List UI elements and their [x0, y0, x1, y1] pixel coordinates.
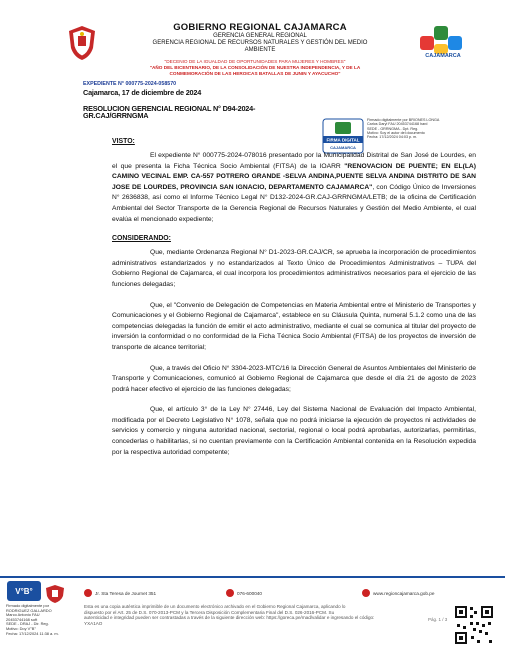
- decade-banner: [95, 59, 415, 76]
- header-sub3: AMBIENTE: [244, 47, 276, 53]
- visto-text: El expediente N° 000775-2024-078016 presentado por la Municipalidad Distrital de San José de Lourdes, en el que presenta la Ficha Técnica Socio Ambiental (FITSA) de la IOARR: [112, 152, 476, 170]
- resolution-line1: RESOLUCION GERENCIAL REGIONAL N° D94-2024-: [83, 104, 256, 113]
- considerando-text-3: Que, a través del Oficio N° 3304-2023-MTC/16 la Dirección General de Asuntos Ambientales del Ministerio de Transporte y Comunicaciones, comunicó al Gobierno Regional de Cajamarca que desde el día 21 de agosto de 2023 podrá hacer efectivo el ejercicio de las funciones delegadas;: [112, 364, 476, 393]
- left-sig-line1: Firmado digitalmente por: [6, 603, 50, 608]
- location-icon: [84, 589, 92, 597]
- brand-label: CAJAMARCA: [425, 53, 461, 59]
- left-sig-line7: Fecha: 17/12/2024 11:38 a. m.: [6, 630, 59, 636]
- left-sig-line3: Marco Antonio FAU: [6, 612, 40, 618]
- page-number: Pág. 1 / 3: [428, 617, 448, 622]
- cajamarca-brand-icon: [416, 24, 466, 66]
- left-sig-line4: 20453744168 soft: [6, 616, 38, 622]
- note-line3: autenticidad e integridad pueden ser contrastadas a través de la siguiente dirección web: https://goreca.pe/mad/validar e ingresando el código:: [84, 615, 375, 621]
- stamp-label: FIRMA DIGITAL: [326, 137, 360, 143]
- vb-stamp-icon: [6, 580, 42, 602]
- left-signature-details: [6, 604, 68, 636]
- authenticity-note: [84, 604, 424, 626]
- footer-divider: [0, 576, 505, 578]
- sig-line1: Firmado digitalmente por BRIONES LONGA: [367, 118, 440, 122]
- regional-shield-small-icon: [44, 584, 66, 604]
- header-text: [110, 22, 410, 54]
- sig-line2: Carlos Daryl FAU 20453744168 hard: [367, 122, 428, 127]
- considerando-paragraph-3: [112, 364, 476, 396]
- document-body: [112, 138, 476, 468]
- svg-text:V°B°: V°B°: [15, 587, 33, 596]
- footer-phone-text: 076-600040: [237, 590, 263, 596]
- footer-web[interactable]: [362, 589, 435, 597]
- considerando-text-1: Que, mediante Ordenanza Regional N° D1-2023-GR.CAJ/CR, se aprueba la incorporación de procedimientos administrativos estandarizados y no estandarizados al Texto Único de Procedimientos Administrativos – TUPA del Gobierno Regional de Cajamarca, el cual incorpora los procedimientos administrativos necesarios para el ejercicio de las funciones delegadas;: [112, 249, 476, 288]
- sig-line5: Fecha: 17/12/2024 04:03 p. m.: [367, 135, 418, 140]
- qr-code-icon: [445, 602, 497, 648]
- expediente-number: EXPEDIENTE N° 000775-2024-058570: [83, 81, 177, 87]
- phone-icon: [226, 589, 234, 597]
- footer-address-text: Jr. Sta Teresa de Journet 351: [95, 590, 157, 596]
- sig-line4: Motivo: Soy el autor del documento: [367, 130, 425, 135]
- visto-rest: , con Código Único de Inversiones N° 2636838, así como el Informe Técnico Legal N° D132-2024-GR.CAJ-GRRNGMA/LETB; de la oficina de Certificación Ambiental del Sector Transporte de la Gerencia Regional de Recursos Naturales y Gestión del Medio Ambiente, el cual evalúa el mencionado expediente;: [112, 183, 477, 223]
- footer-address: [84, 589, 156, 597]
- note-line1: Esta es una copia auténtica imprimible de un documento electrónico archivado en el Gobierno Regional Cajamarca, aplicando lo: [84, 604, 346, 609]
- resolution-line2: GR.CAJ/GRRNGMA: [83, 111, 149, 121]
- considerando-heading: CONSIDERANDO:: [112, 235, 171, 243]
- decade-line2: "AÑO DEL BICENTENARIO, DE LA CONSOLIDACIÓN DE NUESTRA INDEPENDENCIA, Y DE LA: [149, 64, 361, 70]
- footer-phone: [226, 589, 262, 597]
- considerando-paragraph-2: [112, 301, 476, 354]
- left-sig-line5: SEDE - DRAJ - Dir. Reg.: [6, 621, 49, 627]
- stamp-brand: CAJAMARCA: [330, 145, 356, 150]
- document-date: Cajamarca, 17 de diciembre de 2024: [83, 88, 202, 97]
- note-line2: dispuesto por el Art. 25 de D.S. 070-2013-PCM y la Tercera Disposición Complementaria Final del D.S. 026-2016-PCM. Su: [84, 609, 335, 615]
- considerando-text-4: Que, el artículo 3° de la Ley N° 27446, Ley del Sistema Nacional de Evaluación del Impacto Ambiental, modificada por el Decreto Legislativo N° 1078, señala que no podrá iniciarse la ejecución de proyectos ni actividades de servicios y comercio y ninguna autoridad nacional, sectorial, regional o local podrá aprobarlas, autorizarlas, permitirlas, concederlas o habilitarlas, si no cuentan previamente con la Certificación Ambiental contenida en la Resolución expedida por la respectiva autoridad competente;: [112, 406, 476, 456]
- visto-project-name: "RENOVACION DE PUENTE; EN EL(LA) CAMINO VECINAL EMP. CA-557 POTRERO GRANDE -SELVA ANDINA,PUENTE SELVA ANDINA DISTRITO DE SAN JOSE DE LOURDES, PROVINCIA SAN IGNACIO, DEPARTAMENTO CAJAMARCA": [112, 162, 476, 191]
- header: [0, 0, 505, 90]
- considerando-text-2: Que, el "Convenio de Delegación de Competencias en Materia Ambiental entre el Ministerio de Transportes y Comunicaciones y el Gobierno Regional de Cajamarca", establece en su Cláusula Quinta, numeral 5.1.2 como una de las competencias delegadas la función de emitir el acto administrativo, mediante el cual se comunica al titular del proyecto de inversión la conformidad o no conformidad de la Ficha Técnica Socio Ambiental (FITSA) de los proyectos de inversión de transporte de alcance territorial;: [112, 301, 476, 351]
- visto-heading: VISTO:: [112, 138, 135, 145]
- decade-line1: "DECENIO DE LA IGUALDAD DE OPORTUNIDADES PARA MUJERES Y HOMBRES": [164, 59, 346, 64]
- left-sig-line2: RODRIGUEZ GALLARDO: [6, 607, 52, 613]
- visto-paragraph: [112, 151, 476, 225]
- resolution-title: [83, 105, 313, 119]
- regional-shield-icon: [66, 24, 98, 62]
- decade-line3: CONMEMORACIÓN DE LAS HEROICAS BATALLAS DE JUNIN Y AYACUCHO": [169, 70, 341, 76]
- signature-details: [367, 118, 505, 139]
- globe-icon: [362, 589, 370, 597]
- header-sub2: GERENCIA REGIONAL DE RECURSOS NATURALES Y GESTIÓN DEL MEDIO: [152, 40, 368, 46]
- left-sig-line6: Motivo: Doy V°B°: [6, 625, 36, 631]
- considerando-paragraph-1: [112, 248, 476, 290]
- considerando-paragraph-4: [112, 405, 476, 458]
- footer-web-text[interactable]: www.regioncajamarca.gob.pe: [373, 590, 435, 596]
- header-sub1: GERENCIA GENERAL REGIONAL: [213, 33, 307, 39]
- sig-line3: SEDE - GRRNGMA - Dpt. Reg.: [367, 126, 419, 131]
- header-title: GOBIERNO REGIONAL CAJAMARCA: [173, 22, 347, 33]
- note-code: YXA1AO: [84, 620, 103, 626]
